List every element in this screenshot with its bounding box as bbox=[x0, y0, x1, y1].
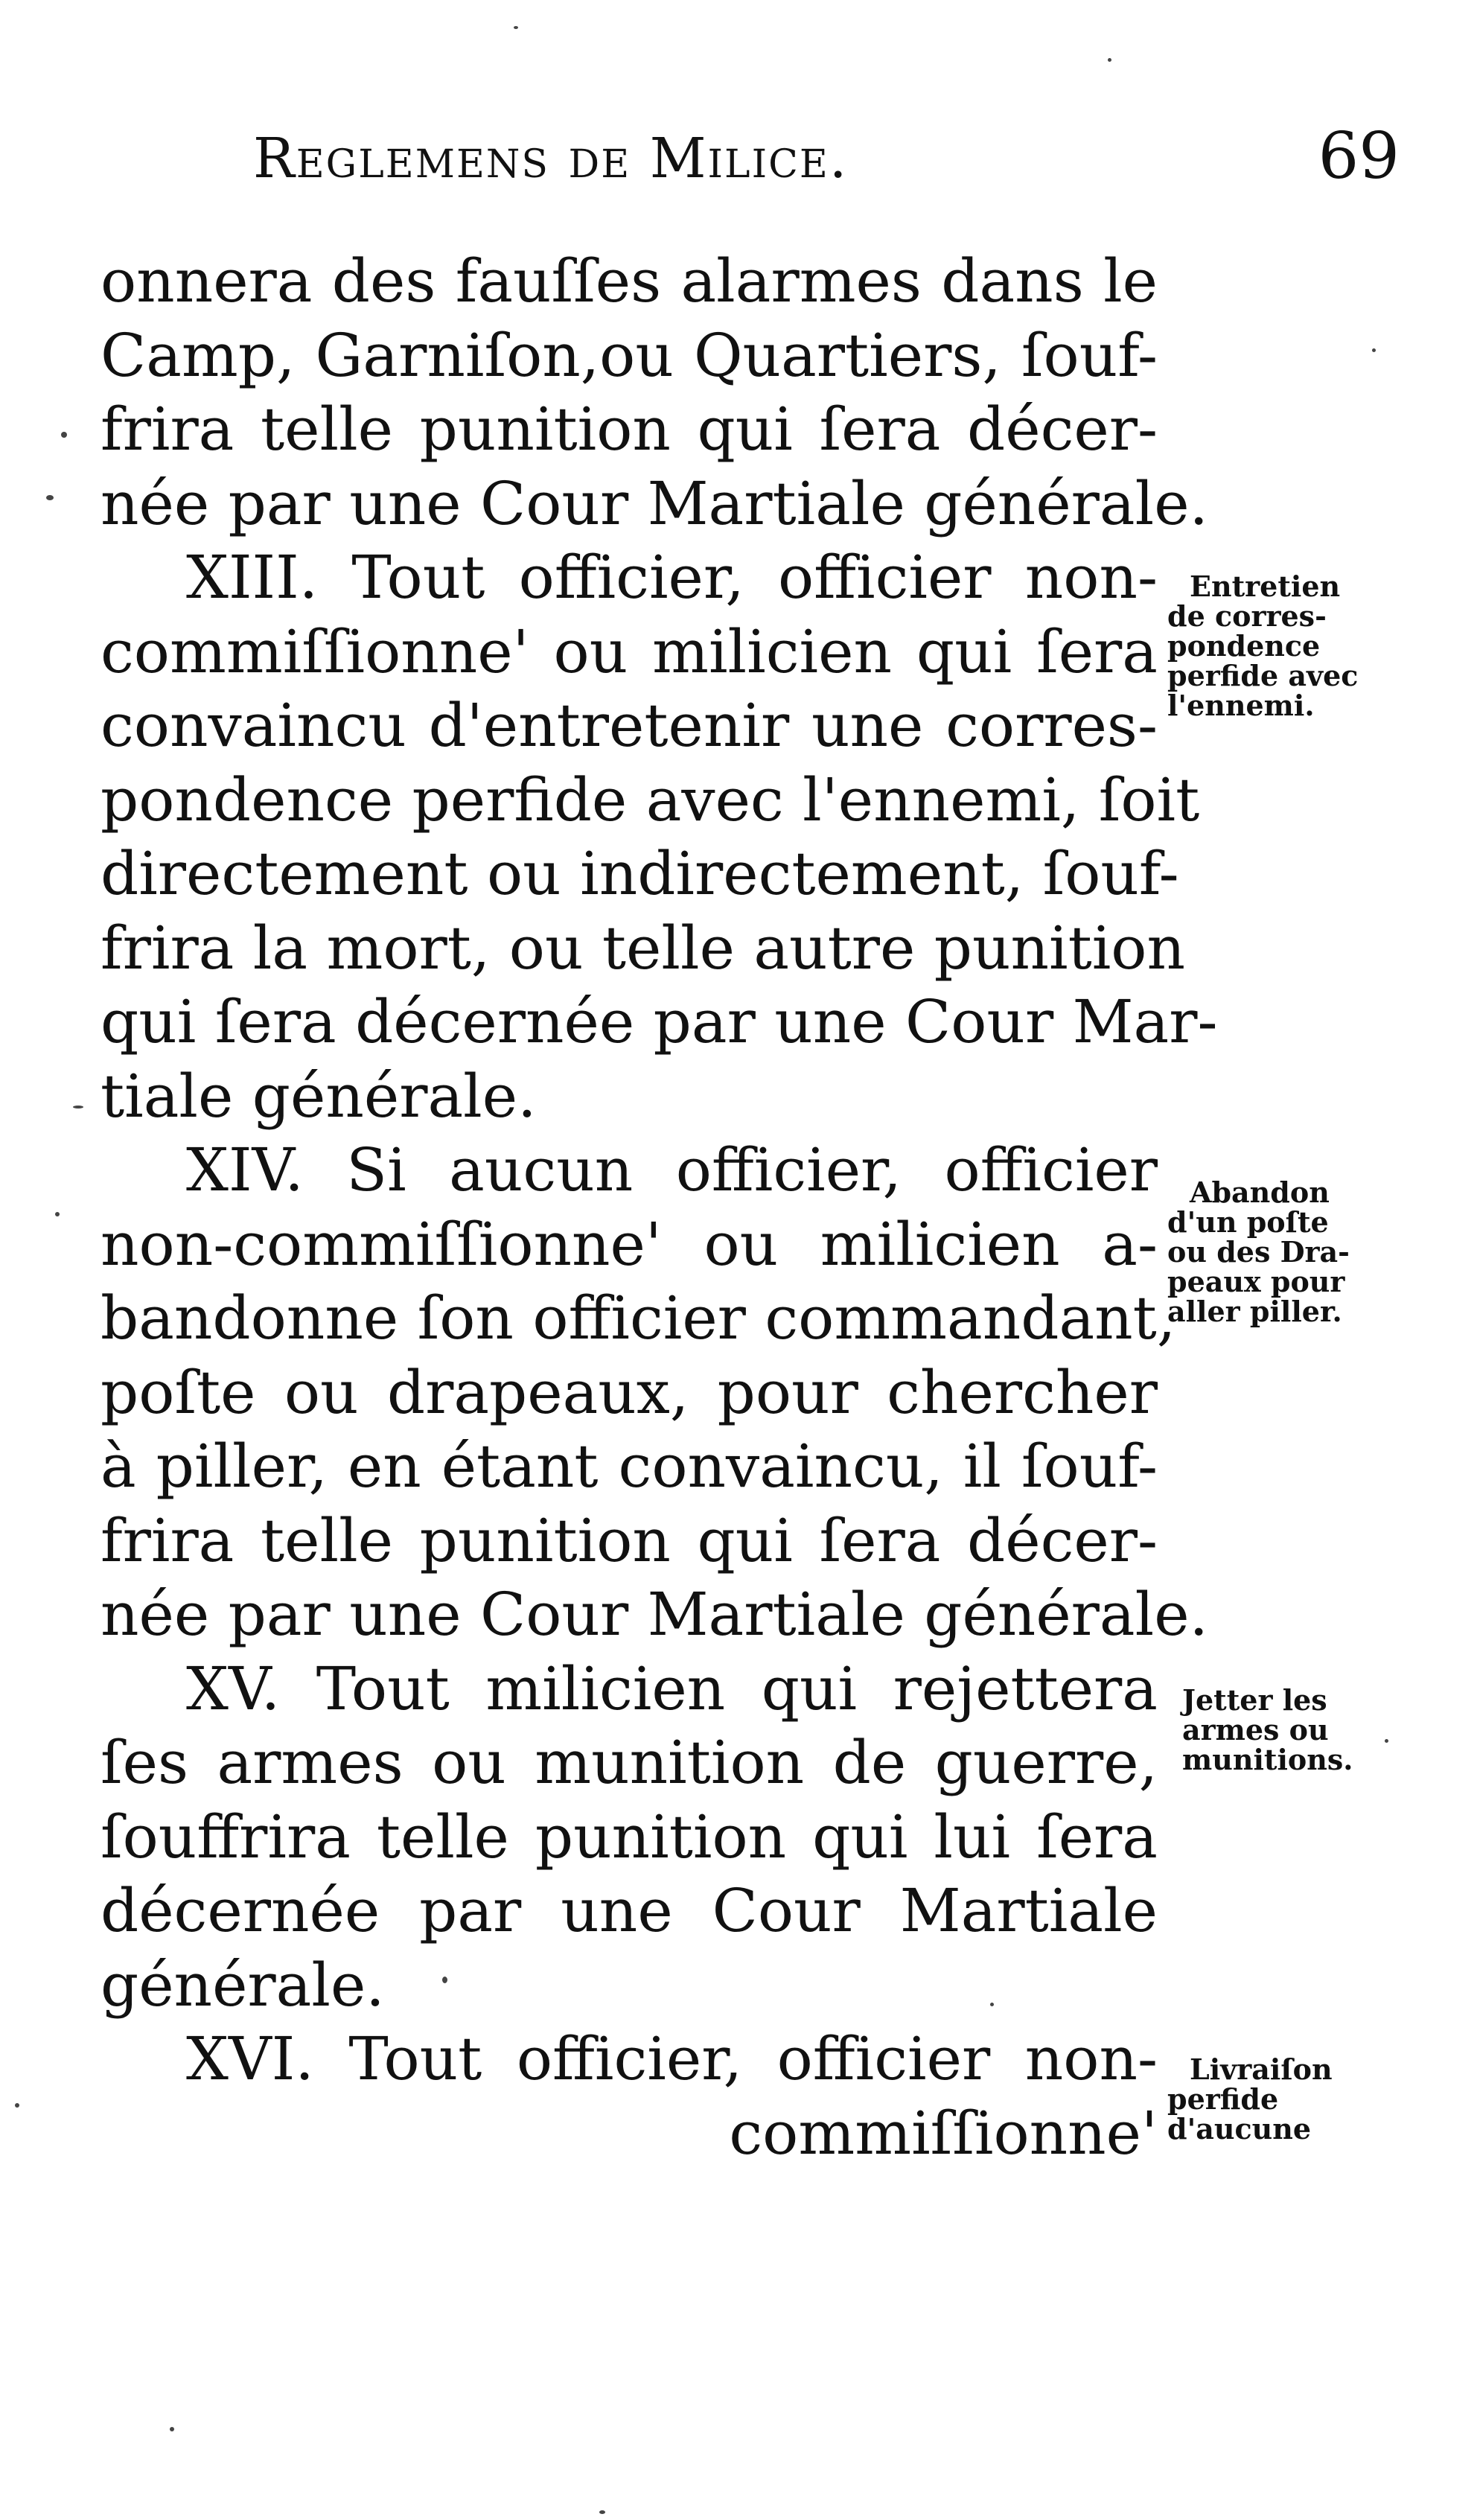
paper-speck bbox=[73, 1106, 83, 1109]
paper-speck bbox=[61, 432, 67, 438]
margin-note-abandon bbox=[1167, 1178, 1413, 1327]
text-line: onnera des fauſſes alarmes dans le bbox=[101, 246, 1158, 316]
paper-speck bbox=[1372, 348, 1376, 352]
note-line: l'ennemi. bbox=[1167, 689, 1315, 722]
article-xiv-start: XIV. Si aucun officier, officier bbox=[186, 1135, 1158, 1205]
note-line: d'un poſte bbox=[1167, 1205, 1329, 1239]
paper-speck bbox=[1108, 58, 1111, 62]
note-line: peaux pour bbox=[1167, 1265, 1345, 1298]
text-line: décernée par une Cour Martiale bbox=[101, 1876, 1158, 1945]
text-line: poſte ou drapeaux, pour chercher bbox=[101, 1357, 1158, 1427]
text-line: frira telle punition qui ſera décer- bbox=[101, 395, 1158, 464]
text-line: frira la mort, ou telle autre punition bbox=[101, 913, 1185, 983]
text-line: née par une Cour Martiale générale. bbox=[101, 468, 1208, 538]
note-line: Jetter les bbox=[1182, 1683, 1327, 1717]
text-line: commiſſionne' ou milicien qui ſera bbox=[101, 616, 1158, 686]
note-line: Abandon bbox=[1190, 1176, 1330, 1209]
text-line: ſouffrira telle punition qui lui ſera bbox=[101, 1802, 1158, 1872]
note-line: Livraiſon bbox=[1190, 2052, 1333, 2086]
text-line: tiale générale. bbox=[101, 1061, 537, 1131]
paper-speck bbox=[990, 2003, 994, 2006]
paper-speck bbox=[55, 1212, 60, 1216]
paper-speck bbox=[15, 2103, 19, 2108]
paper-speck bbox=[442, 1977, 447, 1983]
text-line: frira telle punition qui ſera décer- bbox=[101, 1505, 1158, 1575]
page-number: 69 bbox=[1318, 119, 1400, 194]
note-line: perfide bbox=[1167, 2082, 1279, 2116]
margin-note-correspondence bbox=[1167, 572, 1413, 721]
text-line: générale. bbox=[101, 1950, 385, 2020]
page-header bbox=[253, 112, 1400, 201]
paper-speck bbox=[170, 2427, 174, 2431]
main-text-block bbox=[101, 244, 1218, 2170]
note-line: armes ou bbox=[1182, 1713, 1329, 1747]
catchword: commiſſionne' bbox=[729, 2098, 1158, 2168]
note-line: aller piller. bbox=[1167, 1295, 1342, 1328]
margin-note-betrayal bbox=[1167, 2052, 1413, 2146]
paper-speck bbox=[514, 26, 518, 29]
text-line: ſes armes ou munition de guerre, bbox=[101, 1728, 1158, 1797]
margin-note-arms bbox=[1167, 1685, 1413, 1775]
note-line: de corres- bbox=[1167, 599, 1327, 633]
paper-speck bbox=[599, 2510, 605, 2514]
note-line: Entretien bbox=[1190, 570, 1341, 603]
text-line: convaincu d'entretenir une corres- bbox=[101, 691, 1158, 760]
article-xv-start: XV. Tout milicien qui rejettera bbox=[186, 1653, 1158, 1723]
paper-speck bbox=[1385, 1739, 1388, 1743]
note-line: munitions. bbox=[1182, 1743, 1353, 1776]
text-line: pondence perfide avec l'ennemi, ſoit bbox=[101, 765, 1200, 835]
note-line: perfide avec bbox=[1167, 659, 1359, 692]
text-line: non-commiſſionne' ou milicien a- bbox=[101, 1209, 1158, 1279]
note-line: d'aucune bbox=[1167, 2112, 1312, 2146]
article-xiii-start: XIII. Tout officier, officier non- bbox=[186, 543, 1158, 612]
text-line: directement ou indirectement, ſouf- bbox=[101, 839, 1179, 908]
note-line: ou des Dra- bbox=[1167, 1235, 1350, 1269]
text-line: née par une Cour Martiale générale. bbox=[101, 1580, 1208, 1649]
text-line: qui ſera décernée par une Cour Mar- bbox=[101, 987, 1218, 1056]
paper-speck bbox=[46, 495, 54, 500]
running-title: Reglemens de Milice. bbox=[253, 127, 849, 191]
text-line: à piller, en étant convaincu, il ſouf- bbox=[101, 1432, 1158, 1501]
note-line: pondence bbox=[1167, 629, 1321, 663]
article-xvi-start: XVI. Tout officier, officier non- bbox=[186, 2024, 1158, 2093]
text-line: Camp, Garniſon,ou Quartiers, ſouf- bbox=[101, 320, 1158, 390]
text-line: bandonne ſon officier commandant, bbox=[101, 1283, 1176, 1353]
